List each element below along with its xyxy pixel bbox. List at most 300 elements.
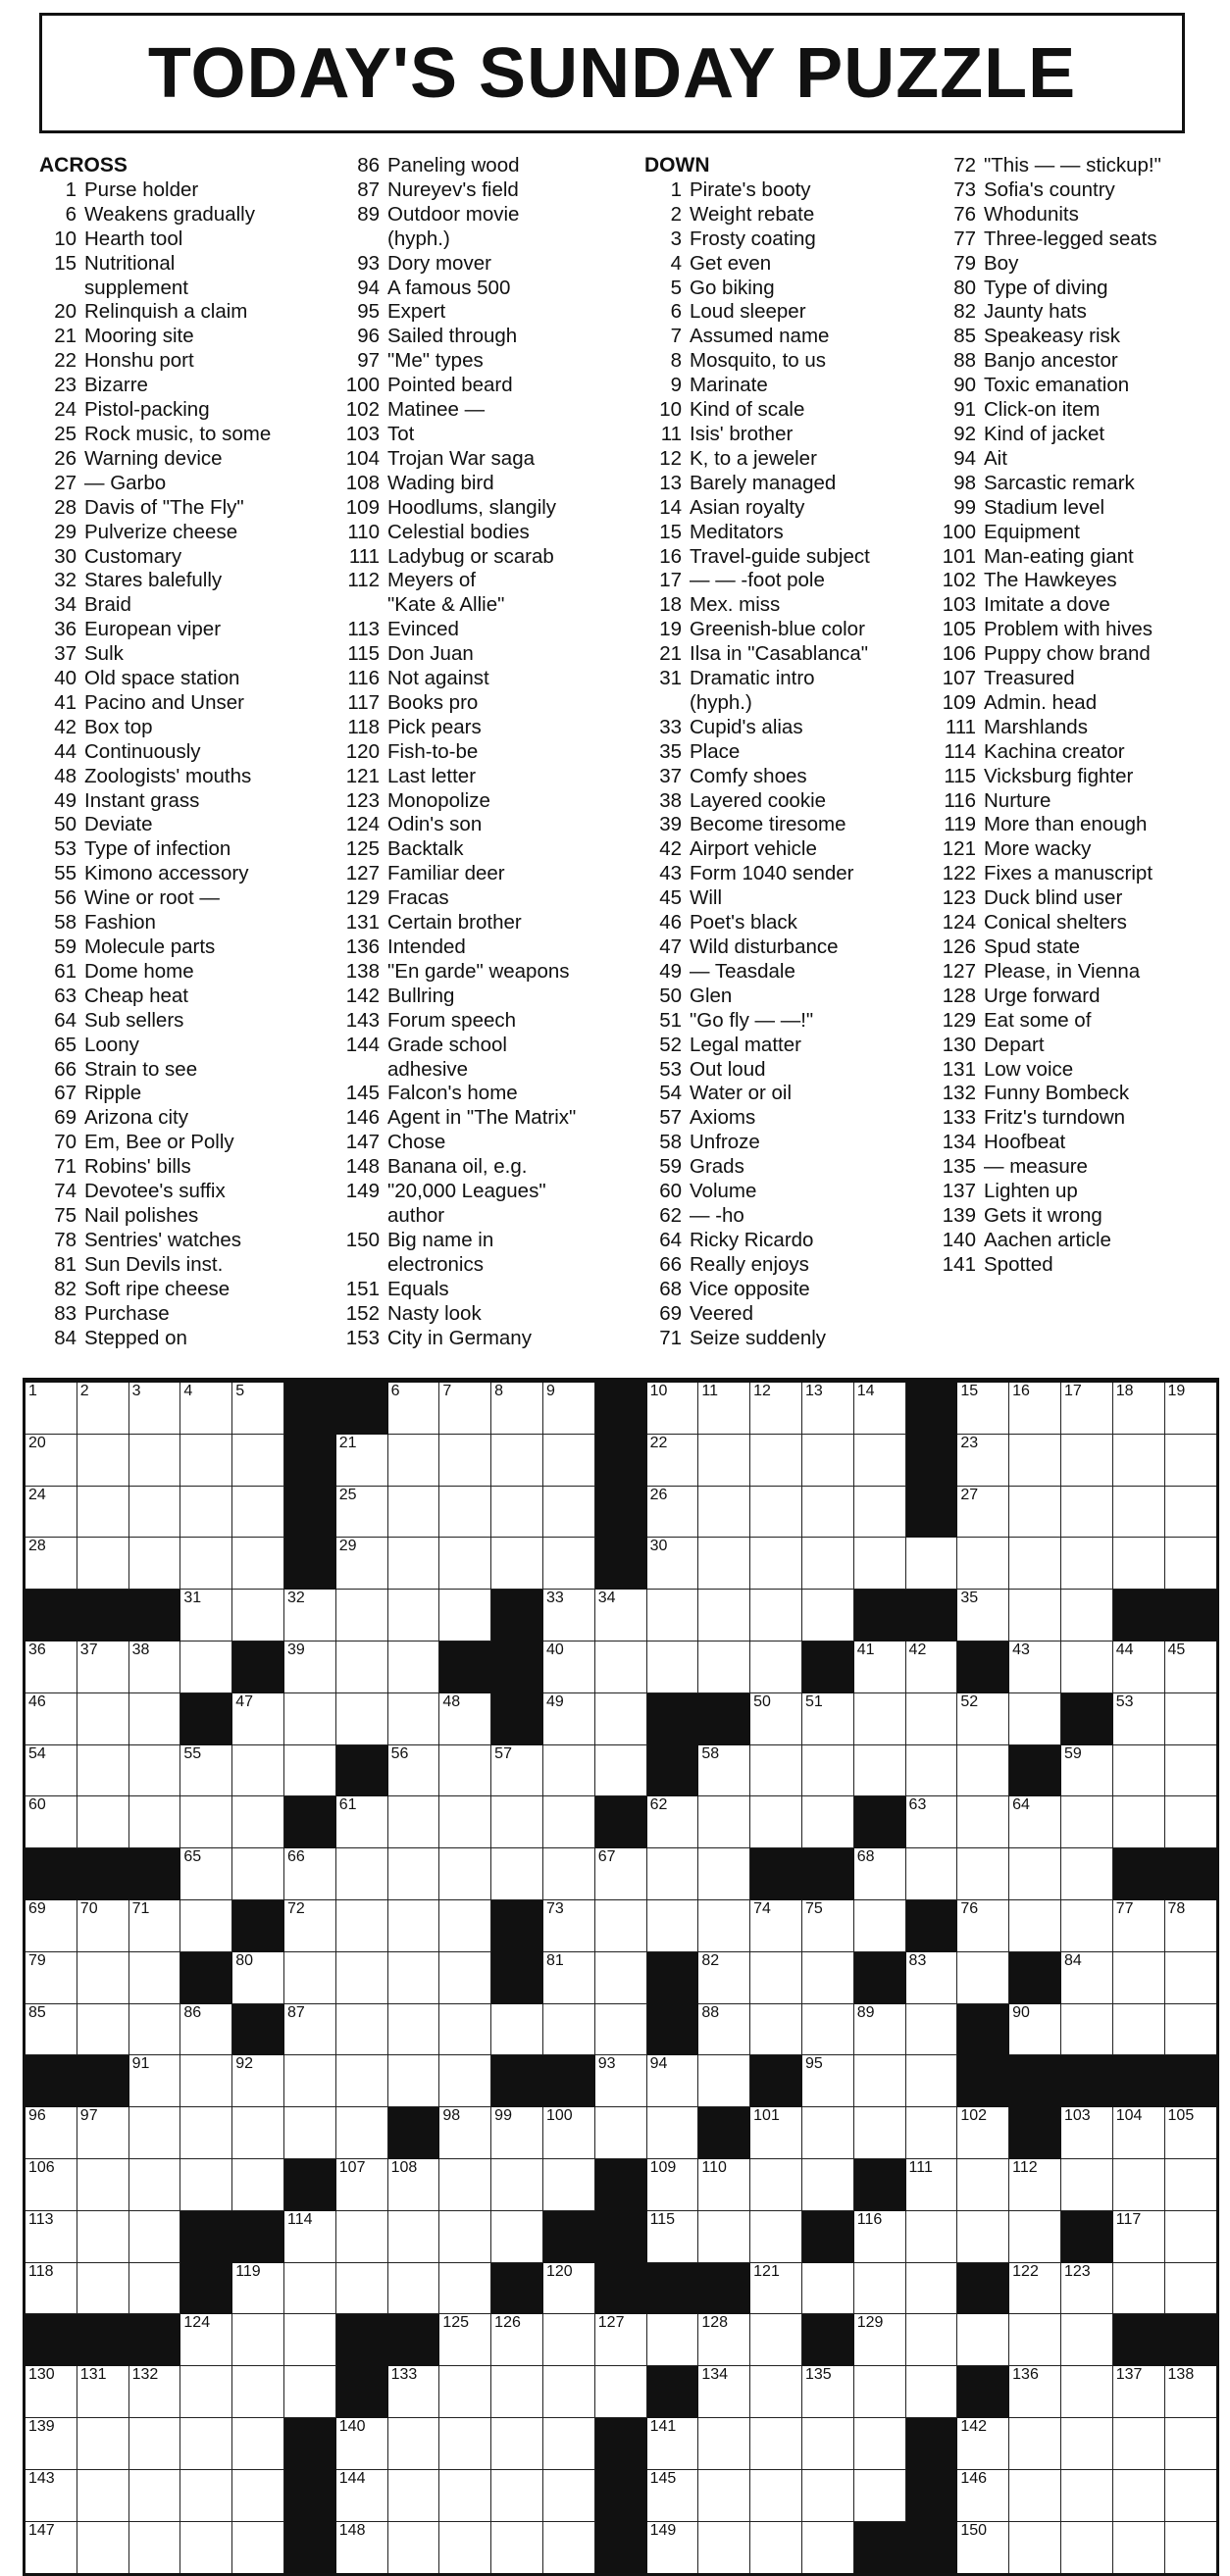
grid-cell[interactable] bbox=[336, 2522, 388, 2574]
grid-cell[interactable] bbox=[854, 2418, 906, 2470]
grid-cell[interactable] bbox=[1165, 1745, 1217, 1797]
grid-cell[interactable] bbox=[336, 1796, 388, 1848]
grid-cell[interactable] bbox=[698, 2418, 750, 2470]
grid-cell[interactable] bbox=[595, 2004, 647, 2056]
grid-cell[interactable] bbox=[129, 1745, 181, 1797]
grid-cell[interactable] bbox=[802, 1952, 854, 2004]
grid-cell[interactable] bbox=[129, 2366, 181, 2418]
grid-cell[interactable] bbox=[543, 1383, 595, 1435]
grid-cell[interactable] bbox=[77, 2107, 129, 2159]
grid-cell[interactable] bbox=[388, 2470, 440, 2522]
grid-cell[interactable] bbox=[26, 1538, 77, 1590]
grid-cell[interactable] bbox=[284, 2055, 336, 2107]
grid-cell[interactable] bbox=[1113, 2004, 1165, 2056]
grid-cell[interactable] bbox=[284, 1900, 336, 1952]
grid-cell[interactable] bbox=[1061, 1590, 1113, 1642]
grid-cell[interactable] bbox=[180, 1848, 232, 1900]
grid-cell[interactable] bbox=[854, 1435, 906, 1487]
grid-cell[interactable] bbox=[1165, 1796, 1217, 1848]
grid-cell[interactable] bbox=[129, 2107, 181, 2159]
grid-cell[interactable] bbox=[180, 2366, 232, 2418]
grid-cell[interactable] bbox=[180, 1745, 232, 1797]
grid-cell[interactable] bbox=[1113, 1642, 1165, 1693]
grid-cell[interactable] bbox=[180, 1435, 232, 1487]
grid-cell[interactable] bbox=[1165, 2004, 1217, 2056]
grid-cell[interactable] bbox=[647, 1900, 699, 1952]
grid-cell[interactable] bbox=[439, 2470, 491, 2522]
grid-cell[interactable] bbox=[26, 2211, 77, 2263]
grid-cell[interactable] bbox=[26, 2107, 77, 2159]
grid-cell[interactable] bbox=[491, 2159, 543, 2211]
grid-cell[interactable] bbox=[543, 1487, 595, 1539]
grid-cell[interactable] bbox=[1061, 1952, 1113, 2004]
grid-cell[interactable] bbox=[1061, 1538, 1113, 1590]
grid-cell[interactable] bbox=[388, 2522, 440, 2574]
grid-cell[interactable] bbox=[595, 2055, 647, 2107]
grid-cell[interactable] bbox=[180, 2418, 232, 2470]
grid-cell[interactable] bbox=[1061, 1435, 1113, 1487]
grid-cell[interactable] bbox=[647, 1590, 699, 1642]
grid-cell[interactable] bbox=[750, 2470, 802, 2522]
grid-cell[interactable] bbox=[180, 2107, 232, 2159]
grid-cell[interactable] bbox=[957, 1796, 1009, 1848]
grid-cell[interactable] bbox=[388, 2004, 440, 2056]
grid-cell[interactable] bbox=[1061, 2522, 1113, 2574]
grid-cell[interactable] bbox=[1165, 2159, 1217, 2211]
grid-cell[interactable] bbox=[698, 2314, 750, 2366]
grid-cell[interactable] bbox=[491, 1383, 543, 1435]
grid-cell[interactable] bbox=[1165, 1900, 1217, 1952]
grid-cell[interactable] bbox=[1061, 2004, 1113, 2056]
grid-cell[interactable] bbox=[26, 2159, 77, 2211]
grid-cell[interactable] bbox=[647, 2107, 699, 2159]
grid-cell[interactable] bbox=[750, 2522, 802, 2574]
grid-cell[interactable] bbox=[906, 1642, 958, 1693]
grid-cell[interactable] bbox=[802, 1538, 854, 1590]
grid-cell[interactable] bbox=[543, 2366, 595, 2418]
grid-cell[interactable] bbox=[232, 1487, 284, 1539]
grid-cell[interactable] bbox=[1061, 2159, 1113, 2211]
grid-cell[interactable] bbox=[802, 1487, 854, 1539]
grid-cell[interactable] bbox=[647, 2211, 699, 2263]
grid-cell[interactable] bbox=[854, 1900, 906, 1952]
grid-cell[interactable] bbox=[232, 1383, 284, 1435]
grid-cell[interactable] bbox=[750, 2004, 802, 2056]
grid-cell[interactable] bbox=[698, 1590, 750, 1642]
grid-cell[interactable] bbox=[180, 2522, 232, 2574]
grid-cell[interactable] bbox=[957, 1848, 1009, 1900]
grid-cell[interactable] bbox=[26, 2418, 77, 2470]
grid-cell[interactable] bbox=[647, 1538, 699, 1590]
grid-cell[interactable] bbox=[1009, 2004, 1061, 2056]
grid-cell[interactable] bbox=[439, 1487, 491, 1539]
grid-cell[interactable] bbox=[180, 1642, 232, 1693]
grid-cell[interactable] bbox=[77, 1538, 129, 1590]
grid-cell[interactable] bbox=[388, 1745, 440, 1797]
grid-cell[interactable] bbox=[180, 1487, 232, 1539]
grid-cell[interactable] bbox=[543, 2522, 595, 2574]
grid-cell[interactable] bbox=[388, 2366, 440, 2418]
grid-cell[interactable] bbox=[439, 1952, 491, 2004]
grid-cell[interactable] bbox=[491, 1487, 543, 1539]
grid-cell[interactable] bbox=[543, 1900, 595, 1952]
grid-cell[interactable] bbox=[698, 1796, 750, 1848]
grid-cell[interactable] bbox=[388, 1383, 440, 1435]
grid-cell[interactable] bbox=[180, 2470, 232, 2522]
grid-cell[interactable] bbox=[854, 1693, 906, 1745]
grid-cell[interactable] bbox=[750, 1952, 802, 2004]
grid-cell[interactable] bbox=[543, 1538, 595, 1590]
grid-cell[interactable] bbox=[543, 2107, 595, 2159]
grid-cell[interactable] bbox=[854, 2263, 906, 2315]
grid-cell[interactable] bbox=[129, 1900, 181, 1952]
grid-cell[interactable] bbox=[854, 2314, 906, 2366]
grid-cell[interactable] bbox=[284, 1693, 336, 1745]
grid-cell[interactable] bbox=[77, 2418, 129, 2470]
grid-cell[interactable] bbox=[336, 2211, 388, 2263]
grid-cell[interactable] bbox=[1165, 2470, 1217, 2522]
grid-cell[interactable] bbox=[180, 2004, 232, 2056]
grid-cell[interactable] bbox=[232, 2470, 284, 2522]
grid-cell[interactable] bbox=[595, 1642, 647, 1693]
grid-cell[interactable] bbox=[388, 2418, 440, 2470]
grid-cell[interactable] bbox=[439, 2366, 491, 2418]
grid-cell[interactable] bbox=[180, 2159, 232, 2211]
grid-cell[interactable] bbox=[750, 2211, 802, 2263]
grid-cell[interactable] bbox=[26, 2366, 77, 2418]
grid-cell[interactable] bbox=[129, 1952, 181, 2004]
grid-cell[interactable] bbox=[1061, 2418, 1113, 2470]
grid-cell[interactable] bbox=[336, 2470, 388, 2522]
grid-cell[interactable] bbox=[1113, 1693, 1165, 1745]
grid-cell[interactable] bbox=[129, 2055, 181, 2107]
grid-cell[interactable] bbox=[543, 2159, 595, 2211]
grid-cell[interactable] bbox=[1061, 1796, 1113, 1848]
grid-cell[interactable] bbox=[698, 1487, 750, 1539]
grid-cell[interactable] bbox=[698, 2470, 750, 2522]
grid-cell[interactable] bbox=[595, 2107, 647, 2159]
grid-cell[interactable] bbox=[388, 1952, 440, 2004]
grid-cell[interactable] bbox=[802, 2366, 854, 2418]
grid-cell[interactable] bbox=[491, 2314, 543, 2366]
grid-cell[interactable] bbox=[77, 1383, 129, 1435]
grid-cell[interactable] bbox=[77, 1952, 129, 2004]
grid-cell[interactable] bbox=[388, 2211, 440, 2263]
grid-cell[interactable] bbox=[906, 2055, 958, 2107]
grid-cell[interactable] bbox=[698, 1848, 750, 1900]
grid-cell[interactable] bbox=[1113, 2159, 1165, 2211]
grid-cell[interactable] bbox=[491, 1848, 543, 1900]
grid-cell[interactable] bbox=[698, 2211, 750, 2263]
grid-cell[interactable] bbox=[595, 1590, 647, 1642]
grid-cell[interactable] bbox=[439, 2211, 491, 2263]
grid-cell[interactable] bbox=[284, 2263, 336, 2315]
grid-cell[interactable] bbox=[802, 2055, 854, 2107]
grid-cell[interactable] bbox=[595, 2366, 647, 2418]
grid-cell[interactable] bbox=[1009, 2314, 1061, 2366]
grid-cell[interactable] bbox=[906, 2159, 958, 2211]
grid-cell[interactable] bbox=[77, 2470, 129, 2522]
grid-cell[interactable] bbox=[647, 2159, 699, 2211]
grid-cell[interactable] bbox=[26, 1693, 77, 1745]
grid-cell[interactable] bbox=[802, 2159, 854, 2211]
grid-cell[interactable] bbox=[232, 2314, 284, 2366]
grid-cell[interactable] bbox=[1113, 1487, 1165, 1539]
grid-cell[interactable] bbox=[129, 1796, 181, 1848]
grid-cell[interactable] bbox=[1113, 2107, 1165, 2159]
grid-cell[interactable] bbox=[802, 1383, 854, 1435]
grid-cell[interactable] bbox=[77, 1693, 129, 1745]
grid-cell[interactable] bbox=[854, 2107, 906, 2159]
grid-cell[interactable] bbox=[439, 1796, 491, 1848]
grid-cell[interactable] bbox=[957, 1900, 1009, 1952]
grid-cell[interactable] bbox=[77, 1900, 129, 1952]
grid-cell[interactable] bbox=[284, 1745, 336, 1797]
grid-cell[interactable] bbox=[957, 2211, 1009, 2263]
grid-cell[interactable] bbox=[802, 2470, 854, 2522]
grid-cell[interactable] bbox=[906, 2314, 958, 2366]
grid-cell[interactable] bbox=[336, 2263, 388, 2315]
grid-cell[interactable] bbox=[491, 1435, 543, 1487]
grid-cell[interactable] bbox=[491, 2470, 543, 2522]
grid-cell[interactable] bbox=[1009, 1590, 1061, 1642]
grid-cell[interactable] bbox=[1061, 2263, 1113, 2315]
grid-cell[interactable] bbox=[802, 2522, 854, 2574]
grid-cell[interactable] bbox=[439, 2314, 491, 2366]
grid-cell[interactable] bbox=[957, 2470, 1009, 2522]
grid-cell[interactable] bbox=[388, 1642, 440, 1693]
grid-cell[interactable] bbox=[129, 1642, 181, 1693]
grid-cell[interactable] bbox=[388, 2159, 440, 2211]
grid-cell[interactable] bbox=[957, 2314, 1009, 2366]
grid-cell[interactable] bbox=[750, 1693, 802, 1745]
grid-cell[interactable] bbox=[439, 2055, 491, 2107]
grid-cell[interactable] bbox=[26, 2004, 77, 2056]
grid-cell[interactable] bbox=[802, 2418, 854, 2470]
grid-cell[interactable] bbox=[750, 2418, 802, 2470]
grid-cell[interactable] bbox=[26, 1952, 77, 2004]
grid-cell[interactable] bbox=[439, 2107, 491, 2159]
grid-cell[interactable] bbox=[698, 2522, 750, 2574]
grid-cell[interactable] bbox=[284, 1642, 336, 1693]
grid-cell[interactable] bbox=[26, 1383, 77, 1435]
grid-cell[interactable] bbox=[388, 1590, 440, 1642]
grid-cell[interactable] bbox=[232, 1538, 284, 1590]
grid-cell[interactable] bbox=[232, 1590, 284, 1642]
grid-cell[interactable] bbox=[957, 2159, 1009, 2211]
grid-cell[interactable] bbox=[129, 2004, 181, 2056]
grid-cell[interactable] bbox=[491, 2107, 543, 2159]
grid-cell[interactable] bbox=[647, 1383, 699, 1435]
grid-cell[interactable] bbox=[129, 2522, 181, 2574]
grid-cell[interactable] bbox=[77, 2211, 129, 2263]
grid-cell[interactable] bbox=[750, 1900, 802, 1952]
grid-cell[interactable] bbox=[1009, 1848, 1061, 1900]
grid-cell[interactable] bbox=[180, 1590, 232, 1642]
grid-cell[interactable] bbox=[1165, 1435, 1217, 1487]
grid-cell[interactable] bbox=[854, 2211, 906, 2263]
grid-cell[interactable] bbox=[647, 1487, 699, 1539]
grid-cell[interactable] bbox=[388, 1538, 440, 1590]
grid-cell[interactable] bbox=[957, 2107, 1009, 2159]
grid-cell[interactable] bbox=[388, 2055, 440, 2107]
grid-cell[interactable] bbox=[1009, 2470, 1061, 2522]
grid-cell[interactable] bbox=[698, 1900, 750, 1952]
grid-cell[interactable] bbox=[802, 1590, 854, 1642]
grid-cell[interactable] bbox=[854, 2470, 906, 2522]
grid-cell[interactable] bbox=[232, 1796, 284, 1848]
grid-cell[interactable] bbox=[957, 1487, 1009, 1539]
grid-cell[interactable] bbox=[26, 2522, 77, 2574]
grid-cell[interactable] bbox=[647, 2522, 699, 2574]
grid-cell[interactable] bbox=[647, 1435, 699, 1487]
grid-cell[interactable] bbox=[1009, 2366, 1061, 2418]
grid-cell[interactable] bbox=[336, 1900, 388, 1952]
grid-cell[interactable] bbox=[491, 1745, 543, 1797]
grid-cell[interactable] bbox=[232, 2107, 284, 2159]
grid-cell[interactable] bbox=[698, 2366, 750, 2418]
grid-cell[interactable] bbox=[439, 2418, 491, 2470]
grid-cell[interactable] bbox=[491, 2004, 543, 2056]
grid-cell[interactable] bbox=[698, 2159, 750, 2211]
grid-cell[interactable] bbox=[543, 1952, 595, 2004]
grid-cell[interactable] bbox=[750, 2314, 802, 2366]
grid-cell[interactable] bbox=[854, 1745, 906, 1797]
grid-cell[interactable] bbox=[129, 1435, 181, 1487]
grid-cell[interactable] bbox=[336, 2418, 388, 2470]
grid-cell[interactable] bbox=[1009, 1538, 1061, 1590]
grid-cell[interactable] bbox=[439, 1435, 491, 1487]
grid-cell[interactable] bbox=[698, 1745, 750, 1797]
grid-cell[interactable] bbox=[854, 1487, 906, 1539]
grid-cell[interactable] bbox=[1061, 1383, 1113, 1435]
grid-cell[interactable] bbox=[750, 1642, 802, 1693]
grid-cell[interactable] bbox=[543, 2004, 595, 2056]
grid-cell[interactable] bbox=[1009, 2211, 1061, 2263]
grid-cell[interactable] bbox=[957, 1952, 1009, 2004]
grid-cell[interactable] bbox=[750, 1538, 802, 1590]
grid-cell[interactable] bbox=[543, 1693, 595, 1745]
grid-cell[interactable] bbox=[750, 1796, 802, 1848]
grid-cell[interactable] bbox=[26, 2263, 77, 2315]
grid-cell[interactable] bbox=[336, 2107, 388, 2159]
grid-cell[interactable] bbox=[543, 1745, 595, 1797]
grid-cell[interactable] bbox=[1009, 1796, 1061, 1848]
grid-cell[interactable] bbox=[439, 1538, 491, 1590]
grid-cell[interactable] bbox=[906, 1745, 958, 1797]
grid-cell[interactable] bbox=[388, 1435, 440, 1487]
grid-cell[interactable] bbox=[336, 1538, 388, 1590]
grid-cell[interactable] bbox=[336, 2004, 388, 2056]
grid-cell[interactable] bbox=[750, 2159, 802, 2211]
grid-cell[interactable] bbox=[491, 2211, 543, 2263]
grid-cell[interactable] bbox=[1113, 2263, 1165, 2315]
grid-cell[interactable] bbox=[388, 2263, 440, 2315]
grid-cell[interactable] bbox=[1061, 1642, 1113, 1693]
grid-cell[interactable] bbox=[232, 1848, 284, 1900]
grid-cell[interactable] bbox=[129, 2211, 181, 2263]
grid-cell[interactable] bbox=[750, 2107, 802, 2159]
grid-cell[interactable] bbox=[26, 1796, 77, 1848]
grid-cell[interactable] bbox=[232, 1952, 284, 2004]
grid-cell[interactable] bbox=[1165, 2366, 1217, 2418]
grid-cell[interactable] bbox=[1113, 1900, 1165, 1952]
grid-cell[interactable] bbox=[1009, 2418, 1061, 2470]
grid-cell[interactable] bbox=[750, 1590, 802, 1642]
grid-cell[interactable] bbox=[26, 1900, 77, 1952]
grid-cell[interactable] bbox=[906, 2366, 958, 2418]
grid-cell[interactable] bbox=[543, 1642, 595, 1693]
grid-cell[interactable] bbox=[232, 2159, 284, 2211]
grid-cell[interactable] bbox=[129, 1538, 181, 1590]
grid-cell[interactable] bbox=[647, 2314, 699, 2366]
grid-cell[interactable] bbox=[1165, 1693, 1217, 1745]
grid-cell[interactable] bbox=[647, 1796, 699, 1848]
grid-cell[interactable] bbox=[180, 1796, 232, 1848]
grid-cell[interactable] bbox=[750, 1383, 802, 1435]
grid-cell[interactable] bbox=[1061, 1848, 1113, 1900]
grid-cell[interactable] bbox=[284, 2004, 336, 2056]
grid-cell[interactable] bbox=[1165, 1952, 1217, 2004]
grid-cell[interactable] bbox=[957, 1693, 1009, 1745]
grid-cell[interactable] bbox=[543, 2263, 595, 2315]
grid-cell[interactable] bbox=[543, 1435, 595, 1487]
grid-cell[interactable] bbox=[232, 2366, 284, 2418]
grid-cell[interactable] bbox=[906, 1848, 958, 1900]
grid-cell[interactable] bbox=[26, 1487, 77, 1539]
grid-cell[interactable] bbox=[1113, 1435, 1165, 1487]
grid-cell[interactable] bbox=[1113, 1745, 1165, 1797]
grid-cell[interactable] bbox=[1061, 2366, 1113, 2418]
grid-cell[interactable] bbox=[647, 2470, 699, 2522]
grid-cell[interactable] bbox=[1113, 1383, 1165, 1435]
grid-cell[interactable] bbox=[854, 1383, 906, 1435]
grid-cell[interactable] bbox=[854, 2366, 906, 2418]
grid-cell[interactable] bbox=[129, 1383, 181, 1435]
grid-cell[interactable] bbox=[1113, 2470, 1165, 2522]
grid-cell[interactable] bbox=[388, 1796, 440, 1848]
grid-cell[interactable] bbox=[647, 2418, 699, 2470]
grid-cell[interactable] bbox=[232, 2418, 284, 2470]
grid-cell[interactable] bbox=[129, 2418, 181, 2470]
grid-cell[interactable] bbox=[491, 2522, 543, 2574]
grid-cell[interactable] bbox=[439, 2263, 491, 2315]
grid-cell[interactable] bbox=[439, 1848, 491, 1900]
grid-cell[interactable] bbox=[698, 1952, 750, 2004]
grid-cell[interactable] bbox=[77, 1796, 129, 1848]
grid-cell[interactable] bbox=[26, 2470, 77, 2522]
grid-cell[interactable] bbox=[1165, 2211, 1217, 2263]
grid-cell[interactable] bbox=[802, 2004, 854, 2056]
grid-cell[interactable] bbox=[26, 1435, 77, 1487]
grid-cell[interactable] bbox=[180, 1538, 232, 1590]
grid-cell[interactable] bbox=[439, 1383, 491, 1435]
grid-cell[interactable] bbox=[854, 1848, 906, 1900]
grid-cell[interactable] bbox=[77, 2522, 129, 2574]
grid-cell[interactable] bbox=[698, 1383, 750, 1435]
grid-cell[interactable] bbox=[543, 1848, 595, 1900]
grid-cell[interactable] bbox=[543, 1590, 595, 1642]
grid-cell[interactable] bbox=[180, 1900, 232, 1952]
grid-cell[interactable] bbox=[802, 2107, 854, 2159]
grid-cell[interactable] bbox=[232, 2522, 284, 2574]
grid-cell[interactable] bbox=[77, 1745, 129, 1797]
grid-cell[interactable] bbox=[802, 1745, 854, 1797]
grid-cell[interactable] bbox=[439, 2004, 491, 2056]
grid-cell[interactable] bbox=[957, 1590, 1009, 1642]
grid-cell[interactable] bbox=[388, 1693, 440, 1745]
grid-cell[interactable] bbox=[77, 1487, 129, 1539]
